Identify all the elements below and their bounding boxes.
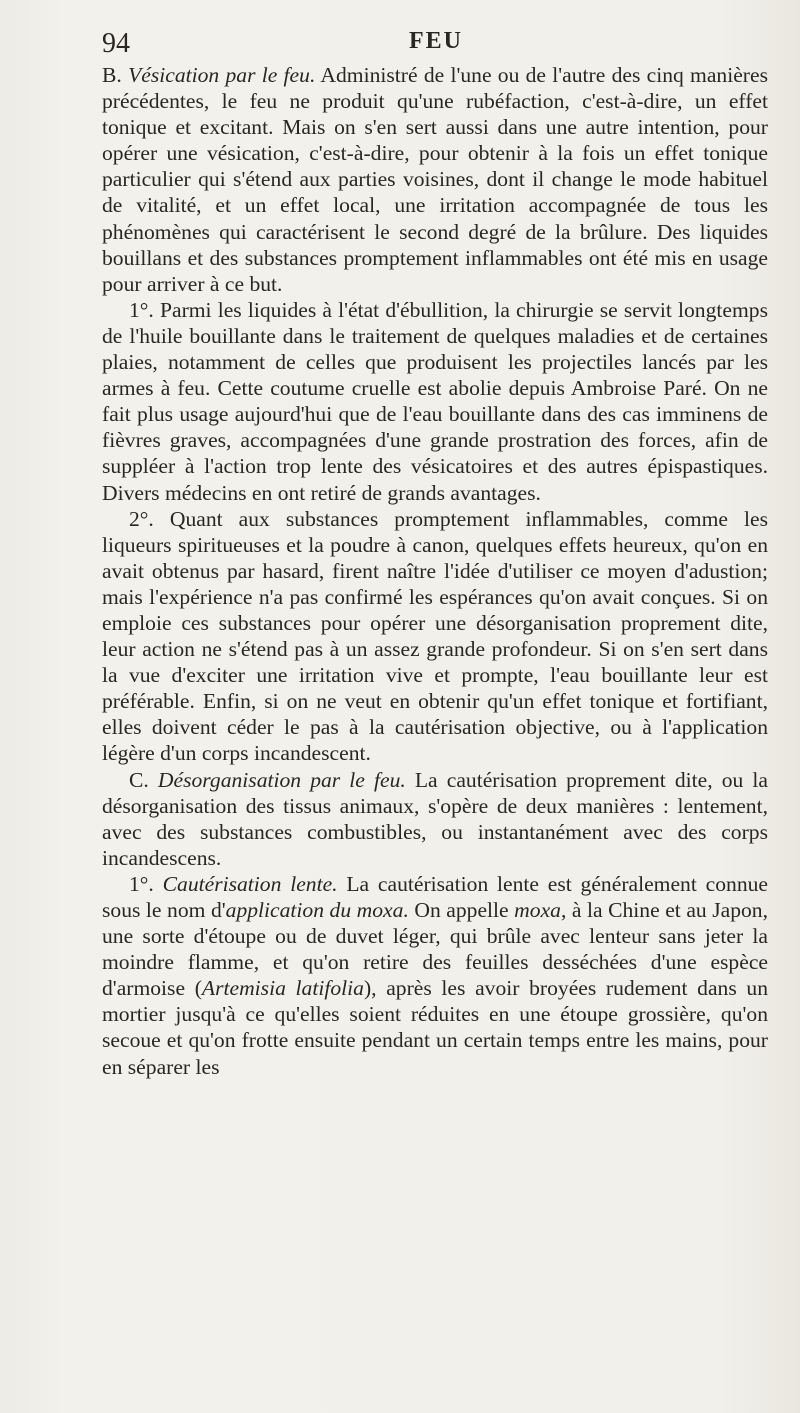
italic-term: application du moxa.	[225, 898, 409, 922]
subsection-heading: Cautérisation lente.	[162, 871, 338, 896]
paragraph-cauterisation-lente	[102, 871, 768, 1080]
page-number: 94	[102, 28, 130, 59]
paragraph-text: La cautérisation proprement dite, ou la désorganisation des tissus animaux, s'opère de deux manières : lentement, avec des substances combustibles, ou instantanément avec des corps incandescens.	[102, 767, 768, 870]
paragraph-text: La cautérisation lente est généralement connue sous le nom d'	[102, 871, 768, 922]
section-marker: C.	[129, 767, 158, 792]
list-marker: 1°.	[129, 871, 163, 896]
section-marker: B.	[102, 63, 129, 87]
section-heading: Désorganisation par le feu.	[157, 767, 406, 792]
running-head: FEU	[409, 28, 463, 54]
paragraph-vesication	[102, 62, 768, 297]
paragraph-text: 2°. Quant aux substances promptement inflammables, comme les liqueurs spiritueuses et la poudre à canon, quelques effets heureux, qu'on en avait obtenus par hasard, firent naître l'idée d'utiliser ce moyen d'adustion; mais l'expérience n'a pas confirmé les espérances qu'on avait conçues. Si on emploie ces substances pour opérer une désorganisation proprement dite, leur action ne s'étend pas à un assez grande profondeur. Si on s'en sert dans la vue d'exciter une irritation vive et prompte, l'eau bouillante leur est préférable. Enfin, si on ne veut en obtenir qu'un effet tonique et fortifiant, elles doivent céder le pas à la cautérisation objective, ou à l'application légère d'un corps incandescent.	[102, 506, 768, 766]
paragraph-text: 1°. Parmi les liquides à l'état d'ébullition, la chirurgie se servit longtemps de l'huile bouillante dans le traitement de quelques maladies et de certaines plaies, notamment de celles que produisent les projectiles lancés par les armes à feu. Cette coutume cruelle est abolie depuis Ambroise Paré. On ne fait plus usage aujourd'hui que de l'eau bouillante dans des cas imminens de fièvres graves, accompagnées d'une grande prostration des forces, afin de suppléer à l'action trop lente des vésicatoires et des autres épispastiques. Divers médecins en ont retiré de grands avantages.	[102, 297, 768, 505]
latin-name: Artemisia latifolia	[201, 976, 364, 1001]
page-header	[102, 28, 770, 64]
paragraph-text: ), après les avoir broyées rudement dans un mortier jusqu'à ce qu'elles soient réduites en une étoupe grossière, qu'on secoue et qu'on frotte ensuite pendant un certain temps entre les mains, pour en séparer les	[102, 976, 768, 1079]
paragraph-text: On appelle	[408, 898, 515, 922]
italic-term: moxa	[514, 898, 561, 922]
paragraph-text: Administré de l'une ou de l'autre des cinq manières précédentes, le feu ne produit qu'une rubéfaction, c'est-à-dire, un effet tonique et excitant. Mais on s'en sert aussi dans une autre intention, pour opérer une vésication, c'est-à-dire, pour obtenir à la fois un effet tonique particulier qui s'étend aux parties voisines, dont il change le mode habituel de vitalité, et un effet local, une irritation accompagnée de tous les phénomènes qui caractérisent le second degré de la brûlure. Des liquides bouillans et des substances promptement inflammables ont été mis en usage pour arriver à ce but.	[102, 63, 768, 296]
paragraph-liquides	[102, 297, 768, 506]
section-heading: Vésication par le feu.	[128, 63, 316, 87]
paragraph-text: , à la Chine et au Japon, une sorte d'étoupe ou de duvet léger, qui brûle avec lenteur sans jeter la moindre flamme, et qu'on retire des feuilles desséchées d'une espèce d'armoise (	[102, 898, 769, 1001]
paragraph-desorganisation	[102, 767, 768, 871]
paragraph-substances	[102, 506, 768, 767]
body-text	[102, 62, 768, 1080]
